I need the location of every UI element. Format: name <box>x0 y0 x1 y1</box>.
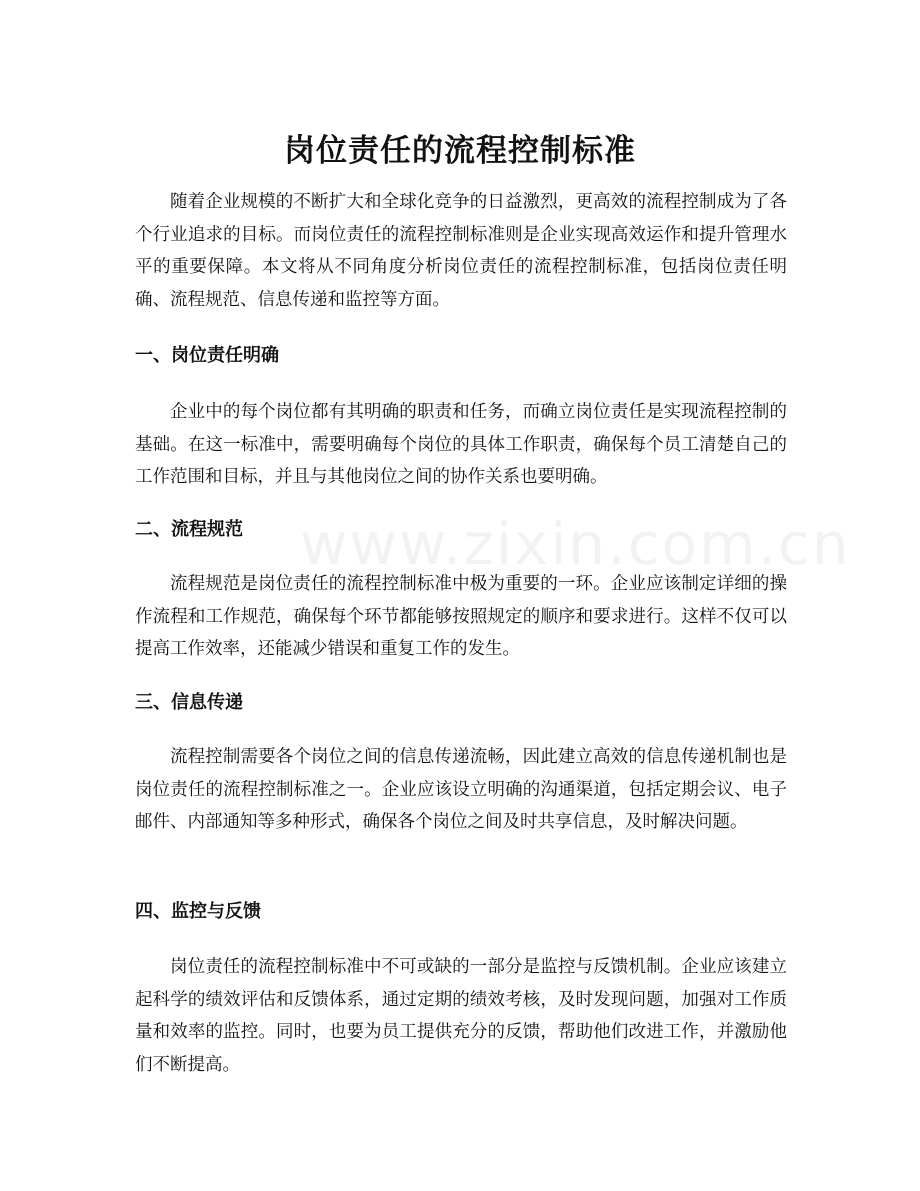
section-heading-3: 三、信息传递 <box>135 692 243 713</box>
section-body-1: 企业中的每个岗位都有其明确的职责和任务，而确立岗位责任是实现流程控制的基础。在这一标准中，需要明确每个岗位的具体工作职责，确保每个员工清楚自己的工作范围和目标，并且与其他岗位之间的协作关系也要明确。 <box>135 402 787 487</box>
section-body-4: 岗位责任的流程控制标准中不可或缺的一部分是监控与反馈机制。企业应该建立起科学的绩效评估和反馈体系，通过定期的绩效考核，及时发现问题，加强对工作质量和效率的监控。同时，也要为员工提供充分的反馈，帮助他们改进工作，并激励他们不断提高。 <box>135 957 787 1075</box>
section-body-3: 流程控制需要各个岗位之间的信息传递流畅，因此建立高效的信息传递机制也是岗位责任的流程控制标准之一。企业应该设立明确的沟通渠道，包括定期会议、电子邮件、内部通知等多种形式，确保各个岗位之间及时共享信息，及时解决问题。 <box>135 747 787 832</box>
section-heading-2: 二、流程规范 <box>135 519 243 540</box>
section-heading-1: 一、岗位责任明确 <box>135 345 279 366</box>
watermark: www.zixin.com.cn <box>300 510 851 578</box>
intro-paragraph: 随着企业规模的不断扩大和全球化竞争的日益激烈，更高效的流程控制成为了各个行业追求的目标。而岗位责任的流程控制标准则是企业实现高效运作和提升管理水平的重要保障。本文将从不同角度分析岗位责任的流程控制标准，包括岗位责任明确、流程规范、信息传递和监控等方面。 <box>135 192 787 310</box>
section-body-2: 流程规范是岗位责任的流程控制标准中极为重要的一环。企业应该制定详细的操作流程和工作规范，确保每个环节都能够按照规定的顺序和要求进行。这样不仅可以提高工作效率，还能减少错误和重复工作的发生。 <box>135 574 787 659</box>
section-heading-4: 四、监控与反馈 <box>135 901 261 922</box>
document-title: 岗位责任的流程控制标准 <box>284 132 636 169</box>
